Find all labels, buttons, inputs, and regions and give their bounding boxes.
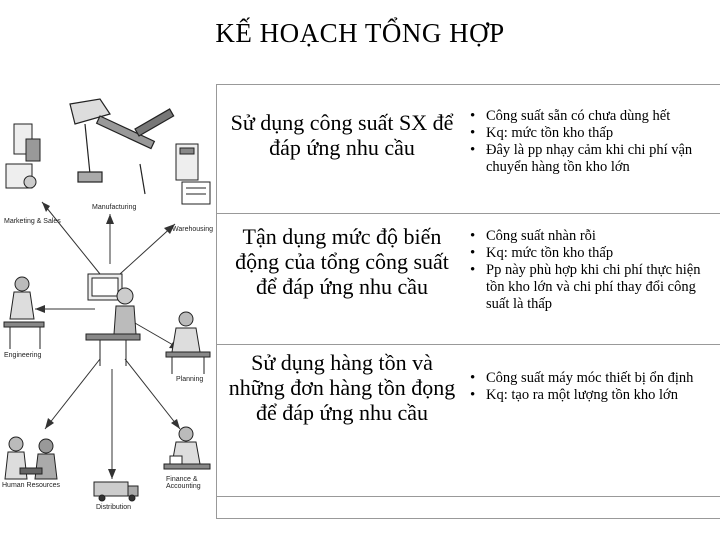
hr-figure	[5, 437, 57, 479]
marketing-figure	[6, 124, 40, 188]
row1-bullets	[470, 108, 718, 176]
center-hub	[86, 274, 140, 366]
row2-bullet-2: • Kq: mức tồn kho thấp	[470, 245, 718, 262]
planning-illustration	[0, 84, 217, 518]
manufacturing-figure	[70, 99, 174, 194]
label-engineering: Engineering	[4, 352, 42, 359]
warehousing-figure	[176, 144, 210, 204]
row-divider-1	[216, 213, 720, 214]
label-finance: Finance & Accounting	[166, 476, 201, 490]
table-top-border	[216, 84, 720, 85]
row2-bullet-3: • Pp này phù hợp khi chi phí thực hiện tồn kho lớn và chi phí thay đổi công suất là thấp	[470, 262, 718, 313]
row1-bullet-2: • Kq: mức tồn kho thấp	[470, 125, 718, 142]
row-divider-2	[216, 344, 720, 345]
table-bottom-border	[216, 518, 720, 519]
label-warehousing: Warehousing	[172, 226, 213, 233]
label-distribution: Distribution	[96, 504, 132, 511]
row2-bullet-1: • Công suất nhàn rỗi	[470, 228, 718, 245]
row1-bullet-3: • Đây là pp nhạy cảm khi chi phí vận chuyển hàng tồn kho lớn	[470, 142, 718, 176]
finance-figure	[164, 427, 210, 469]
row3-bullet-2: • Kq: tạo ra một lượng tồn kho lớn	[470, 387, 718, 404]
row1-bullet-1: • Công suất sẵn có chưa dùng hết	[470, 108, 718, 125]
row2-strategy: Tận dụng mức độ biến động của tổng công suất để đáp ứng nhu cầu	[235, 224, 449, 299]
row3-strategy: Sử dụng hàng tồn và những đơn hàng tồn đọng để đáp ứng nhu cầu	[228, 350, 456, 425]
row3-bullets	[470, 370, 718, 404]
row3-bullet-1: • Công suất máy móc thiết bị ổn định	[470, 370, 718, 387]
engineering-figure	[4, 277, 44, 349]
page-title: KẾ HOẠCH TỔNG HỢP	[215, 18, 505, 48]
row2-bullets	[470, 228, 718, 313]
label-planning: Planning	[176, 376, 204, 383]
department-diagram	[0, 84, 216, 518]
arrow-hr	[45, 359, 100, 429]
arrow-marketing	[42, 202, 100, 274]
label-manufacturing: Manufacturing	[92, 204, 137, 211]
distribution-figure	[94, 482, 138, 501]
label-marketing: Marketing & Sales	[4, 218, 61, 225]
row-divider-3	[216, 496, 720, 497]
row1-strategy: Sử dụng công suất SX để đáp ứng nhu cầu	[230, 110, 454, 160]
label-human-resources: Human Resources	[2, 482, 60, 489]
arrow-warehousing	[120, 224, 175, 274]
